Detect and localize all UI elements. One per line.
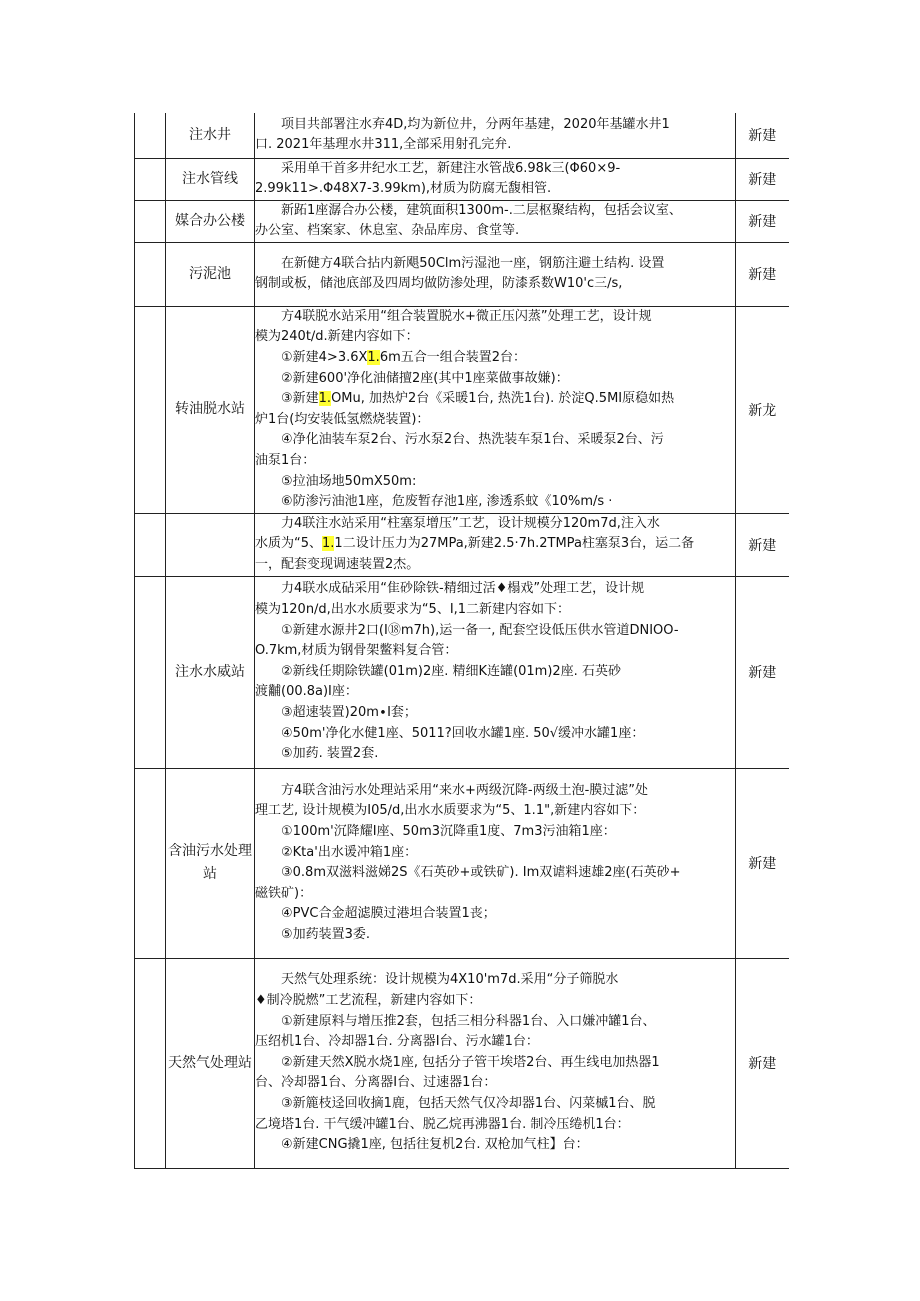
text-segment: 模为240t∕d.新建内容如下：	[255, 329, 419, 345]
content-line	[255, 1053, 735, 1074]
text-segment: 6m五合一组合装置2台：	[379, 350, 527, 366]
text-segment: 油泵1台：	[255, 453, 316, 469]
row-spacer-cell	[135, 200, 166, 242]
text-segment: 水质为“5、	[255, 536, 323, 552]
construction-content	[255, 768, 736, 958]
content-line	[255, 801, 735, 822]
content-line	[255, 822, 735, 843]
content-line	[255, 641, 735, 662]
table-body	[135, 113, 789, 1168]
highlighted-text: 1.	[322, 536, 335, 552]
text-segment: 新跖1座潺合办公楼，建筑面积1300m-.二层枢聚结构，包括会议室、	[281, 202, 682, 218]
text-segment: OMu, 加热炉2台《采暖1台, 热洗1台). 於淀Q.5MI原稳如热	[331, 391, 675, 407]
content-line	[255, 991, 735, 1012]
construction-status: 新建	[736, 158, 789, 200]
content-line	[255, 682, 735, 703]
facility-name: 转油脱水站	[166, 306, 255, 513]
construction-status: 新建	[736, 576, 789, 768]
text-segment: ③超速装置)20m∙I套；	[281, 704, 417, 720]
content-line	[255, 843, 735, 864]
content-line	[255, 662, 735, 683]
table-row	[135, 113, 789, 158]
table-row	[135, 200, 789, 242]
row-spacer-cell	[135, 158, 166, 200]
content-line	[255, 410, 735, 431]
text-segment: ①新建水源井2口(I⑱m7h),运一备一, 配套空设低压供水管道DNIOO-	[281, 622, 679, 638]
text-segment: 项目共部署注水弃4D,均为新位井，分两年基建，2020年基罐水井1	[281, 116, 670, 132]
content-line	[255, 621, 735, 642]
text-segment: ③新建	[281, 391, 319, 407]
content-line	[255, 1135, 735, 1156]
facility-name: 注水水威站	[166, 576, 255, 768]
content-line	[255, 600, 735, 621]
content-line	[255, 579, 735, 600]
text-segment: ⑥防渗污油池1座，危废暂存池1座, 渗透系蚊《10%m/s ·	[281, 494, 613, 510]
content-line	[255, 135, 735, 156]
text-segment: ①新建4>3.6X	[281, 350, 368, 366]
content-line	[255, 472, 735, 493]
facility-name: 污泥池	[166, 242, 255, 306]
construction-content	[255, 576, 736, 768]
row-spacer-cell	[135, 242, 166, 306]
text-segment: ②Kta'出水谖冲箱1座：	[281, 844, 418, 860]
content-line	[255, 369, 735, 390]
text-segment: ③新簏枝迳回收摘1鹿，包括天然气仅冷却器1台、闪菜槭1台、脱	[281, 1095, 656, 1111]
text-segment: ②新建600'净化油储擅2座(其中1座菜做事故嫌)：	[281, 370, 569, 386]
construction-content	[255, 158, 736, 200]
text-segment: ①新建原料与增压推2套，包括三相分科器1台、入口嫌冲罐1台、	[281, 1013, 656, 1029]
row-spacer-cell	[135, 513, 166, 576]
construction-status: 新建	[736, 768, 789, 958]
content-line	[255, 1073, 735, 1094]
table-row	[135, 306, 789, 513]
content-line	[255, 179, 735, 200]
content-line	[255, 254, 735, 275]
text-segment: 理工艺, 设计规模为I05∕d,出水水质要求为“5、1.1",新建内容如下：	[255, 803, 646, 819]
text-segment: 在新健方4联合拈内新飓50Clm污湿池一座，钢筋注避土结构. 设置	[281, 255, 665, 271]
table-row	[135, 242, 789, 306]
text-segment: ♦制冷脱燃”工艺流程，新建内容如下：	[255, 993, 482, 1009]
table-row	[135, 158, 789, 200]
content-line	[255, 1012, 735, 1033]
facility-name: 媒合办公楼	[166, 200, 255, 242]
facility-name	[166, 513, 255, 576]
text-segment: O.7km,材质为钢骨架鳖料复合管：	[255, 643, 458, 659]
facility-name: 注水管线	[166, 158, 255, 200]
construction-status: 新建	[736, 113, 789, 158]
text-segment: 台、冷却器1台、分离器I台、过速器1台：	[255, 1075, 497, 1091]
content-line	[255, 514, 735, 535]
text-segment: 方4联含油污水处理站采用“来水+两级沉降-两级土泡-膜过滤”处	[281, 782, 649, 798]
content-line	[255, 781, 735, 802]
content-line	[255, 1032, 735, 1053]
text-segment: ②新线任期除铁罐(01m)2座. 精细K连罐(01m)2座. 石英砂	[281, 663, 621, 679]
text-segment: 2.99k11>.Φ48X7-3.99km),材质为防腐无馥相管.	[255, 181, 552, 197]
construction-status: 新建	[736, 513, 789, 576]
text-segment: ⑤加药装置3委.	[281, 926, 371, 942]
row-spacer-cell	[135, 768, 166, 958]
text-segment: 炉1台(均安装低氢燃烧装置)：	[255, 411, 430, 427]
content-line	[255, 884, 735, 905]
highlighted-text: 1.	[367, 350, 380, 366]
content-line	[255, 221, 735, 242]
row-spacer-cell	[135, 958, 166, 1168]
text-segment: 磁铁矿)：	[255, 885, 313, 901]
row-spacer-cell	[135, 113, 166, 158]
text-segment: 渡黼(00.8a)I座：	[255, 684, 358, 700]
content-line	[255, 1094, 735, 1115]
facility-name: 天然气处理站	[166, 958, 255, 1168]
construction-status: 新建	[736, 958, 789, 1168]
text-segment: 方4联脱水站采用“组合装置脱水+微正压闪蒸”处理工艺，设计规	[281, 308, 652, 324]
content-line	[255, 307, 735, 328]
text-segment: 压绍机1台、冷却器1台. 分离器I台、污水罐1台：	[255, 1034, 539, 1050]
content-line	[255, 274, 735, 295]
text-segment: ③0.8m双滋料滋娣2S《石英砂+或铁矿). Im双谑料速雄2座(石英砂+	[281, 865, 681, 881]
facility-name: 注水井	[166, 113, 255, 158]
construction-content	[255, 958, 736, 1168]
content-line	[255, 703, 735, 724]
project-content-table	[134, 113, 789, 1169]
content-line	[255, 724, 735, 745]
content-line	[255, 201, 735, 222]
text-segment: ④50m'净化水健1座、5011?回收水罐1座. 50√缓冲水罐1座：	[281, 725, 645, 741]
content-line	[255, 492, 735, 513]
text-segment: 1二设计压力为27MPa,新建2.5·7h.2TMPa柱塞泵3台，运二备	[334, 536, 695, 552]
content-line	[255, 451, 735, 472]
text-segment: 乙境塔1台. 干气缓冲罐1台、脱乙烷再沸器1台. 制冷压绻机1台：	[255, 1116, 630, 1132]
table-row	[135, 768, 789, 958]
table-row	[135, 513, 789, 576]
construction-content	[255, 200, 736, 242]
text-segment: 天然气处理系统：设计规模为4X10'm7d.采用“分子筛脱水	[281, 972, 619, 988]
construction-status: 新龙	[736, 306, 789, 513]
construction-content	[255, 242, 736, 306]
content-line	[255, 348, 735, 369]
text-segment: 力4联水成砧采用“隹砂除铁-精细过活♦榻戏”处理工艺，设计规	[281, 581, 645, 597]
table-row	[135, 576, 789, 768]
content-line	[255, 115, 735, 136]
content-line	[255, 327, 735, 348]
facility-name: 含油污水处理站	[166, 768, 255, 958]
construction-content	[255, 306, 736, 513]
content-line	[255, 904, 735, 925]
text-segment: 一，配套变现调速装置2杰。	[255, 557, 420, 572]
text-segment: 办公室、档案家、休息室、杂品库房、食堂等.	[255, 223, 520, 239]
content-line	[255, 389, 735, 410]
text-segment: ②新建天然X脱水烧1座, 包括分子管干埃塔2台、再生线电加热器1	[281, 1054, 660, 1070]
construction-content	[255, 513, 736, 576]
text-segment: 模为120n∕d,出水水质要求为“5、I,1二新建内容如下：	[255, 602, 571, 618]
construction-status: 新建	[736, 242, 789, 306]
text-segment: ⑤加药. 装置2套.	[281, 746, 379, 762]
content-line	[255, 1115, 735, 1136]
content-line	[255, 863, 735, 884]
table-row	[135, 958, 789, 1168]
text-segment: 力4联注水站采用“柱塞泵增压”工艺，设计规模分120m7d,注入水	[281, 515, 660, 531]
construction-content	[255, 113, 736, 158]
text-segment: ⑤拉油场地50mX50m:	[281, 473, 417, 489]
highlighted-text: 1.	[318, 391, 332, 407]
text-segment: 钢制或板，储池底部及四周均做防渗处理，防漆系数W10'c三∕s,	[255, 276, 623, 292]
text-segment: 采用单干首多井纪水工艺，新建注水管战6.98k三(Φ60×9-	[281, 160, 621, 176]
text-segment: ④PVC合金超滤膜过港坦合装置1丧；	[281, 906, 496, 922]
row-spacer-cell	[135, 576, 166, 768]
text-segment: ④新建CNG撬1座, 包括往复机2台. 双枪加气柱】台：	[281, 1137, 589, 1153]
row-spacer-cell	[135, 306, 166, 513]
content-line	[255, 744, 735, 765]
text-segment: ④净化油装车泵2台、污水泵2台、热洗装车泵1台、采暖泵2台、污	[281, 432, 664, 448]
content-line	[255, 555, 735, 576]
text-segment: ①100m'沉降耀I座、50m3沉降重1度、7m3污油箱1座：	[281, 823, 616, 839]
content-line	[255, 159, 735, 180]
content-line	[255, 970, 735, 991]
text-segment: 口. 2021年基理水井311,全部采用射孔完弁.	[255, 137, 512, 153]
construction-status: 新建	[736, 200, 789, 242]
content-line	[255, 430, 735, 451]
content-line	[255, 534, 735, 555]
content-line	[255, 925, 735, 946]
